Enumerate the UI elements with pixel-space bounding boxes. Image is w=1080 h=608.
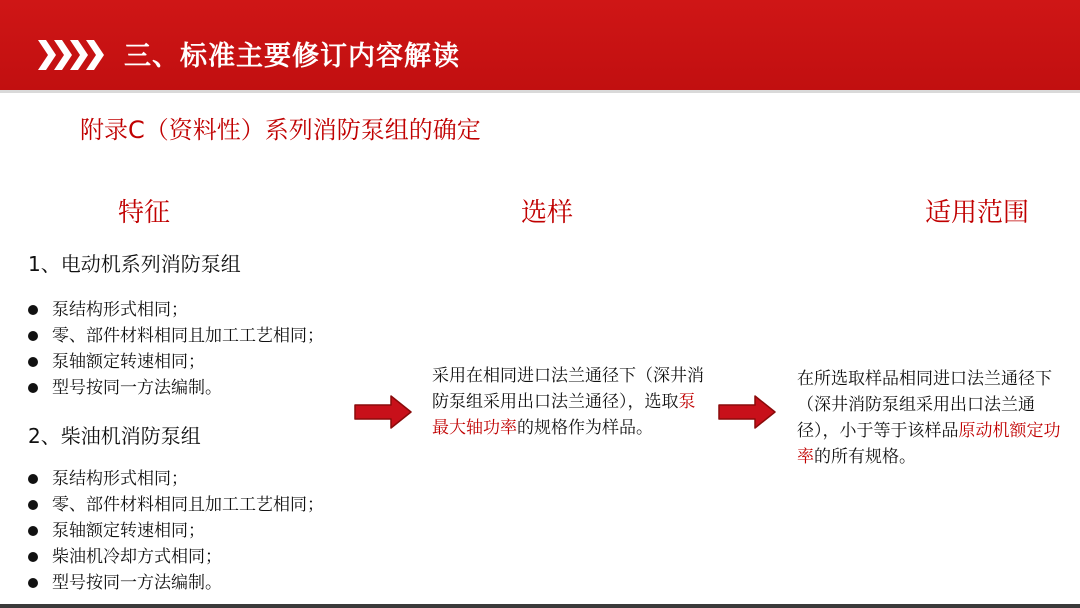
- list-item: 柴油机冷却方式相同；: [26, 544, 324, 570]
- bullet-list-electric: [26, 297, 324, 401]
- selection-description: 采用在相同进口法兰通径下（深井消防泵组采用出口法兰通径），选取泵最大轴功率的规格作为样品。: [432, 366, 704, 438]
- column-heading-selection: 选样: [521, 198, 574, 228]
- bullet-dot-icon: [28, 357, 38, 367]
- right-arrow-icon: [353, 394, 413, 430]
- scope-description: 在所选取样品相同进口法兰通径下（深井消防泵组采用出口法兰通径），小于等于该样品原动机额定功率的所有规格。: [797, 369, 1061, 467]
- list-item: 泵结构形式相同；: [26, 297, 324, 323]
- column-heading-scope: 适用范围: [925, 198, 1030, 228]
- scope-highlight: 原动机额定功率: [797, 421, 1061, 467]
- slide-title: 三、标准主要修订内容解读: [124, 41, 460, 72]
- bottom-divider: [0, 604, 1080, 608]
- bullet-dot-icon: [28, 331, 38, 341]
- list-item: 型号按同一方法编制。: [26, 570, 324, 596]
- bullet-dot-icon: [28, 578, 38, 588]
- list-item: 型号按同一方法编制。: [26, 375, 324, 401]
- bullet-list-diesel: [26, 466, 324, 596]
- bullet-dot-icon: [28, 500, 38, 510]
- bullet-dot-icon: [28, 305, 38, 315]
- list-item: 泵结构形式相同；: [26, 466, 324, 492]
- list-item: 泵轴额定转速相同；: [26, 518, 324, 544]
- appendix-subtitle: 附录C（资料性）系列消防泵组的确定: [80, 116, 481, 144]
- list-item: 零、部件材料相同且加工工艺相同；: [26, 323, 324, 349]
- bullet-dot-icon: [28, 552, 38, 562]
- bullet-dot-icon: [28, 526, 38, 536]
- right-arrow-icon: [717, 394, 777, 430]
- column-heading-feature: 特征: [118, 198, 171, 228]
- group-title-diesel: 2、柴油机消防泵组: [28, 424, 201, 448]
- bullet-dot-icon: [28, 383, 38, 393]
- group-title-electric: 1、电动机系列消防泵组: [28, 252, 241, 276]
- list-item: 泵轴额定转速相同；: [26, 349, 324, 375]
- list-item: 零、部件材料相同且加工工艺相同；: [26, 492, 324, 518]
- selection-highlight: 泵最大轴功率: [432, 392, 696, 438]
- bullet-dot-icon: [28, 474, 38, 484]
- chevron-right-icon: [38, 40, 110, 70]
- slide-header: [0, 0, 1080, 93]
